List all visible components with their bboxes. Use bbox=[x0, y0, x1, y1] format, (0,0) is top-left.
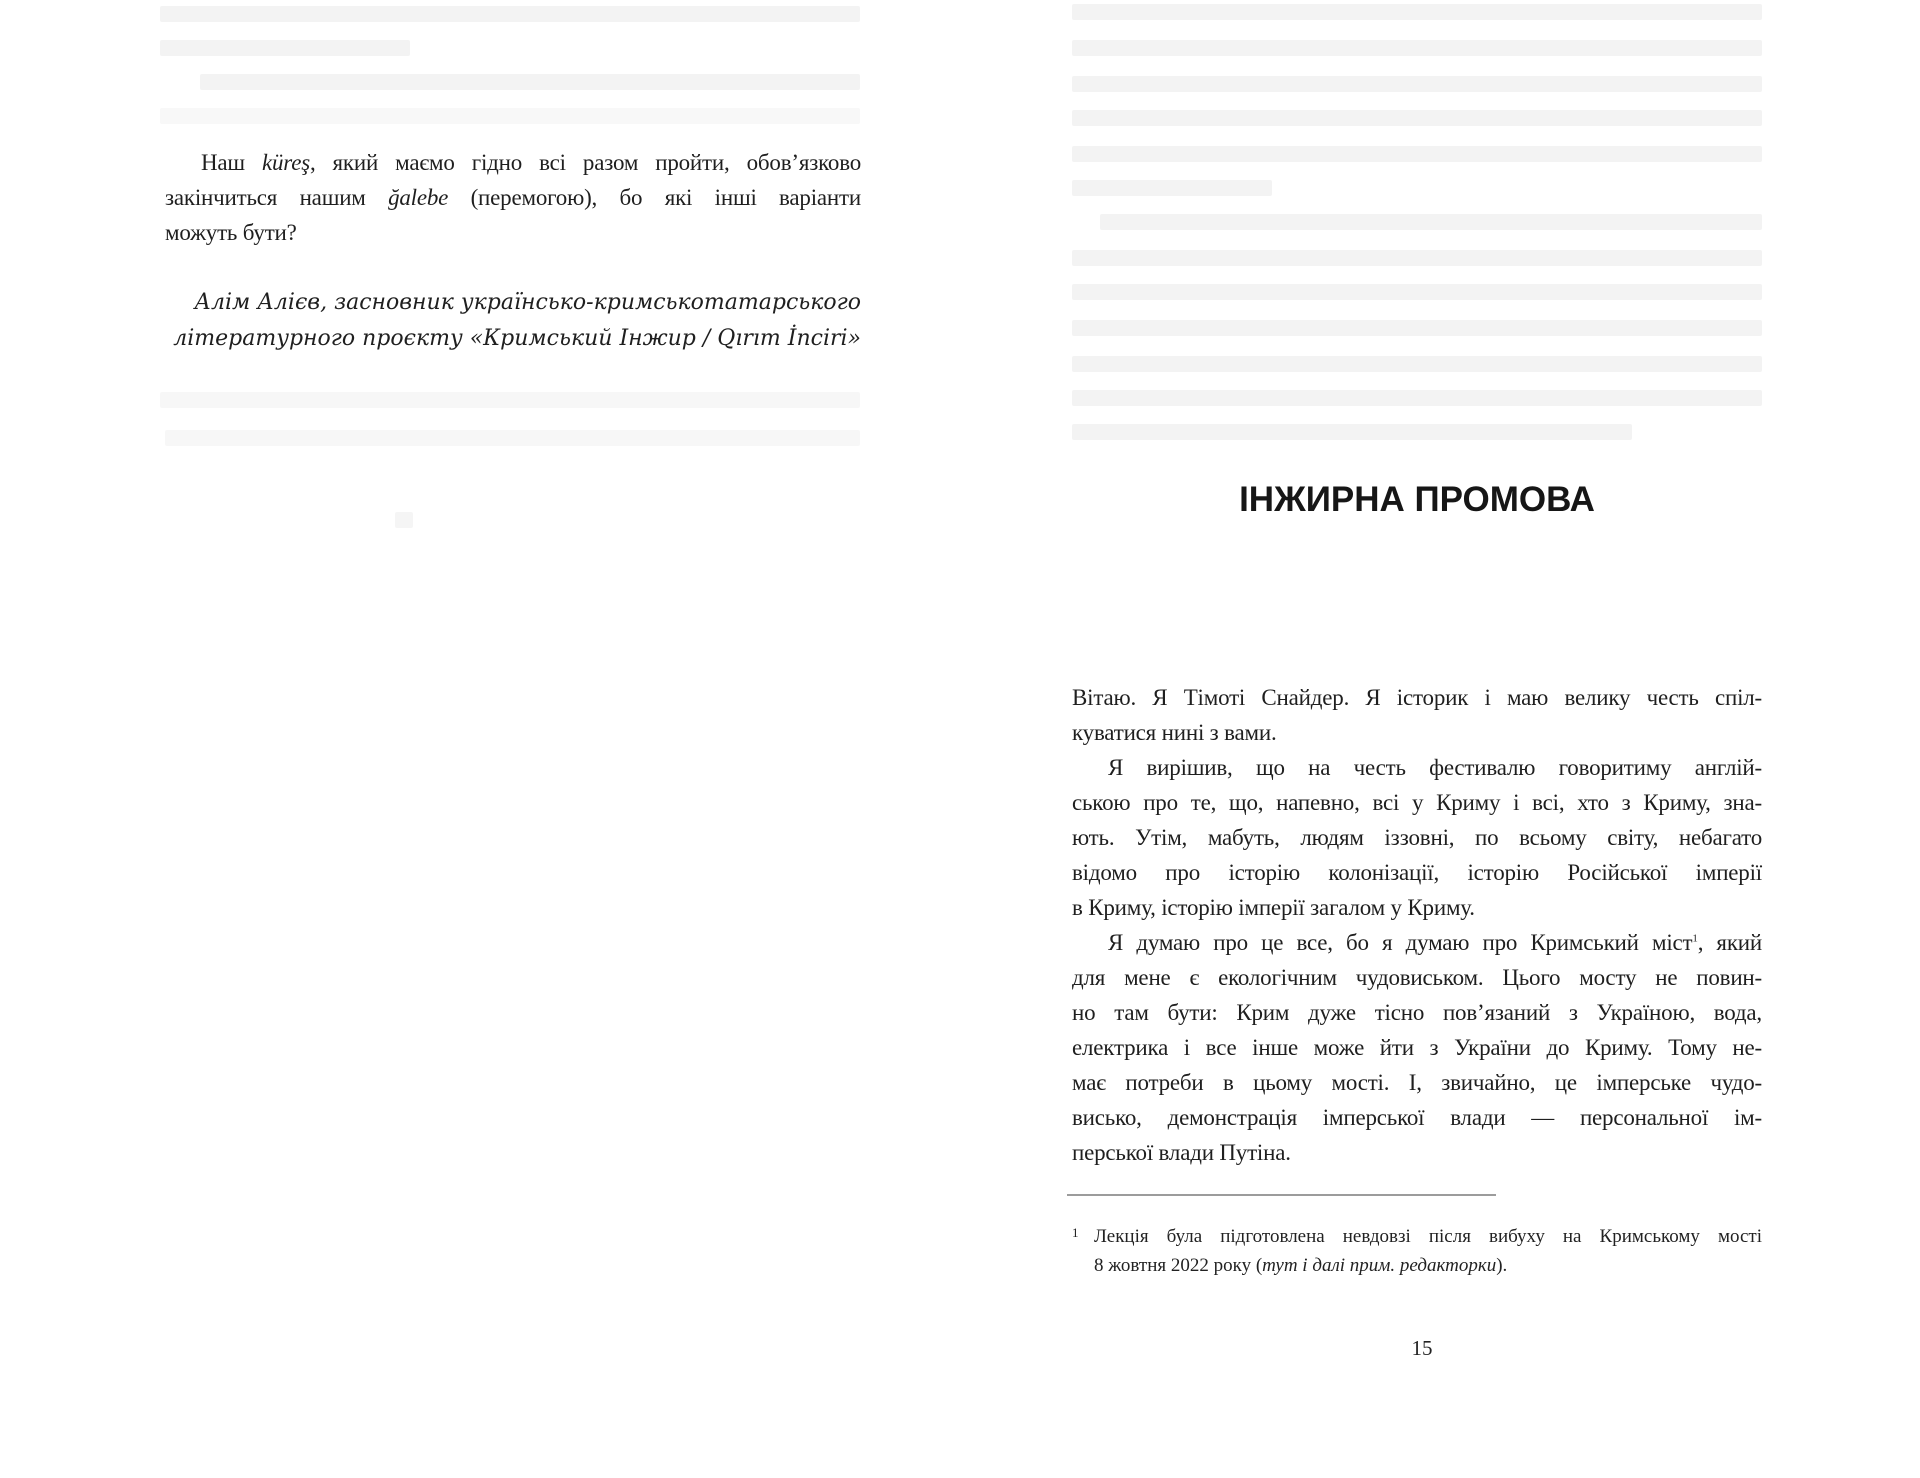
epigraph-line-1: Наш küreş, який маємо гідно всі разом пройти, обов’язково bbox=[201, 150, 861, 175]
footnote-mark: 1 bbox=[1072, 1225, 1079, 1240]
body-line: куватися нині з вами. bbox=[1072, 720, 1277, 745]
footnote bbox=[1072, 1222, 1762, 1280]
chapter-title: ІНЖИРНА ПРОМОВА bbox=[1239, 480, 1595, 519]
body-line: Вітаю. Я Тімоті Снайдер. Я історик і маю велику честь спіл- bbox=[1072, 685, 1762, 710]
body-line: перської влади Путіна. bbox=[1072, 1140, 1291, 1165]
body-line: відомо про історію колонізації, історію Російської імперії bbox=[1072, 860, 1762, 885]
epigraph-quote bbox=[165, 145, 861, 250]
body-line: для мене є екологічним чудовиськом. Цього мосту не повин- bbox=[1072, 965, 1762, 990]
footnote-divider bbox=[1067, 1194, 1496, 1196]
attribution-line-1: Алім Алієв, засновник українсько-кримськотатарського bbox=[194, 290, 861, 315]
body-line: має потреби в цьому мості. І, звичайно, це імперське чудо- bbox=[1072, 1070, 1762, 1095]
page-number: 15 bbox=[1411, 1336, 1433, 1360]
body-line: Я вирішив, що на честь фестивалю говоритиму англій- bbox=[1108, 755, 1762, 780]
footnote-line-1: Лекція була підготовлена невдовзі після вибуху на Кримському мості bbox=[1094, 1226, 1762, 1247]
body-line-with-footnote: Я думаю про це все, бо я думаю про Кримський міст$^1$, який bbox=[1108, 930, 1763, 955]
chapter-body bbox=[1072, 680, 1762, 1170]
epigraph-line-2: закінчиться нашим ğalebe (перемогою), бо які інші варіанти bbox=[165, 185, 861, 210]
body-line: електрика і все інше може йти з України до Криму. Тому не- bbox=[1072, 1035, 1762, 1060]
body-line: виcько, демонстрація імперської влади — персональної ім- bbox=[1072, 1105, 1762, 1130]
epigraph-attribution bbox=[165, 285, 861, 357]
footnote-reference[interactable]: 1 bbox=[1692, 932, 1698, 945]
body-line: ють. Утім, мабуть, людям іззовні, по всьому світу, небагато bbox=[1072, 825, 1762, 850]
footnote-line-2: 8 жовтня 2022 року (тут і далі прим. редакторки). bbox=[1094, 1255, 1508, 1276]
body-line: ською про те, що, напевно, всі у Криму і всі, хто з Криму, зна- bbox=[1072, 790, 1762, 815]
footnote-body bbox=[1094, 1222, 1762, 1280]
body-line: но там бути: Крим дуже тісно пов’язаний з Україною, вода, bbox=[1072, 1000, 1762, 1025]
attribution-line-2: літературного проєкту «Кримський Інжир / Qırım İnciri» bbox=[173, 326, 861, 351]
epigraph-line-3: можуть бути? bbox=[165, 220, 297, 245]
body-line: в Криму, історію імперії загалом у Криму. bbox=[1072, 895, 1475, 920]
